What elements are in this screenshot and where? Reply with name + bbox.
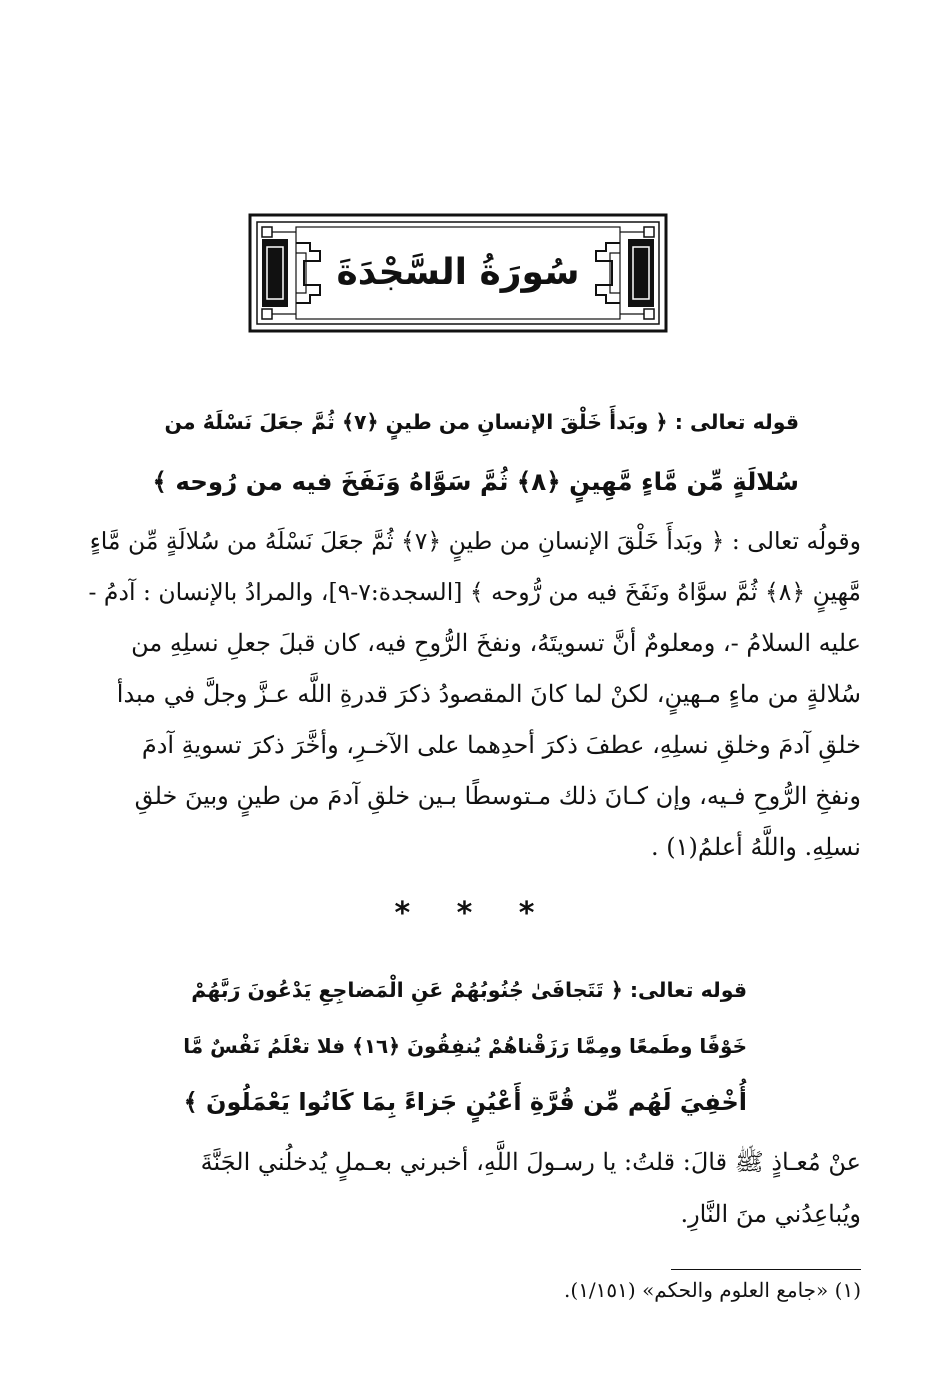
verse-line: قوله تعالى: ﴿ تَتَجافَىٰ جُنُوبُهُمْ عَنِ الْمَضاجِعِ يَدْعُونَ رَبَّهُمْ xyxy=(191,978,747,1002)
verse-block-1 xyxy=(150,392,799,512)
verse-line: خَوْفًا وطَمعًا ومِمَّا رَزَقْناهُمْ يُنفِقُونَ ﴿١٦﴾ فلا تعْلَمُ نَفْسٌ مَّا xyxy=(183,1034,747,1058)
footnote: (١) «جامع العلوم والحكم» (١/١٥١). xyxy=(564,1278,861,1302)
prose-line: عنْ مُعـاذٍ ﷺ قالَ: قلتُ: يا رسـولَ اللَّهِ، أخبرني بعـملٍ يُدخلُني الجَنَّةَ xyxy=(200,1148,861,1176)
verse-line: أُخْفِيَ لَهُم مِّن قُرَّةِ أَعْيُنٍ جَزاءً بِمَا كَانُوا يَعْمَلُونَ ﴾ xyxy=(183,1088,747,1116)
prose-line: وقولُه تعالى : ﴿ وبَدأَ خَلْقَ الإنسانِ من طينٍ ﴿٧﴾ ثُمَّ جعَلَ نَسْلَهُ من سُلالَةٍ مِّن مَّاءٍ xyxy=(89,527,861,555)
section-separator: * * * xyxy=(394,896,553,931)
footnote-divider xyxy=(671,1269,861,1270)
prose-line: ويُباعِدُني منَ النَّارِ. xyxy=(680,1200,861,1228)
prose-line: مَّهِينٍ ﴿٨﴾ ثُمَّ سوَّاهُ ونَفَخَ فيه من رُّوحه ﴾ [السجدة:٧-٩]، والمرادُ بالإنسان : آدمُ - xyxy=(88,578,861,606)
prose-line: ونفخِ الرُّوحِ فـيه، وإن كـانَ ذلك مـتوسطًا بـين خلقِ آدمَ من طينٍ وبينَ خلقِ xyxy=(134,782,861,810)
prose-line: خلقِ آدمَ وخلقِ نسلِهِ، عطفَ ذكرَ أحدِهما على الآخـرِ، وأخَّرَ ذكرَ تسويةِ آدمَ xyxy=(141,731,861,759)
commentary-block-1 xyxy=(86,516,861,873)
surah-title: سُورَةُ السَّجْدَةَ xyxy=(336,252,580,293)
surah-title-frame xyxy=(248,213,668,333)
commentary-block-2 xyxy=(86,1136,861,1240)
verse-line: قوله تعالى : ﴿ وبَدأَ خَلْقَ الإنسانِ من طينٍ ﴿٧﴾ ثُمَّ جعَلَ نَسْلَهُ من xyxy=(164,410,799,434)
verse-block-2 xyxy=(180,962,747,1130)
verse-line: سُلالَةٍ مِّن مَّاءٍ مَّهِينٍ ﴿٨﴾ ثُمَّ سَوَّاهُ وَنَفَخَ فيه من رُوحه ﴾ xyxy=(152,467,799,496)
prose-line: سُلالةٍ من ماءٍ مـهينٍ، لكنْ لما كانَ المقصودُ ذكرَ قدرةِ اللَّه عـزَّ وجلَّ في مبدأ xyxy=(116,680,861,708)
prose-line: عليه السلامُ -، ومعلومٌ أنَّ تسويتَهُ، ونفخَ الرُّوحِ فيه، كان قبلَ جعلِ نسلِهِ من xyxy=(131,629,861,657)
prose-line: نسلِهِ. واللَّهُ أعلمُ(١) . xyxy=(651,833,861,861)
